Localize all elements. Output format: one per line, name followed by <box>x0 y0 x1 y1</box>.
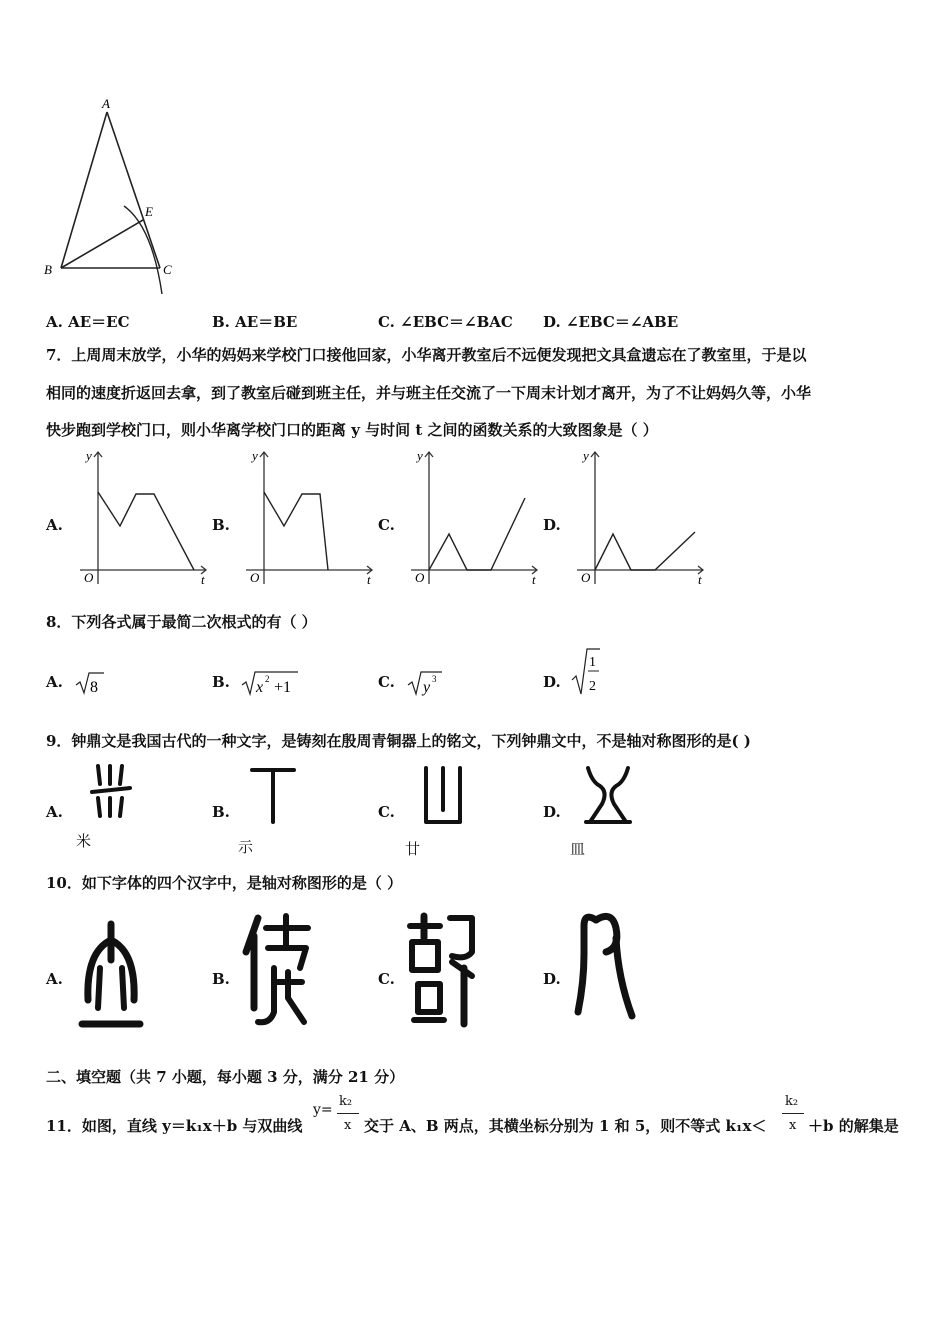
q7-option-b-label[interactable]: B. <box>212 516 230 534</box>
q8-c-base: y <box>423 679 431 696</box>
q7-graph-a-y: y <box>86 448 92 463</box>
label-a: A <box>102 96 110 111</box>
q8-option-d-expr[interactable] <box>570 646 610 698</box>
q8-a-radicand: 8 <box>90 679 98 696</box>
label-c: C <box>163 262 172 277</box>
q9-stem: 9．钟鼎文是我国古代的一种文字，是铸刻在殷周青铜器上的铭文，下列钟鼎文中，不是轴对称图形的是( ) <box>46 732 751 750</box>
section2-heading: 二、填空题（共 7 小题，每小题 3 分，满分 21 分） <box>46 1068 405 1086</box>
q7-graph-a[interactable] <box>70 446 210 591</box>
q9-caption-c: 廿 <box>405 840 421 858</box>
q8-c-exp: 3 <box>432 674 437 684</box>
q8-d-den: 2 <box>589 679 596 694</box>
q9-glyph-b[interactable] <box>248 764 298 824</box>
q10-option-d-label[interactable]: D. <box>543 970 561 988</box>
q7-option-a-label[interactable]: A. <box>46 516 63 534</box>
q7-option-d-label[interactable]: D. <box>543 516 561 534</box>
q7-graph-c-y: y <box>417 448 423 463</box>
q10-glyph-d[interactable] <box>572 908 642 1026</box>
q9-option-c-label[interactable]: C. <box>378 803 395 821</box>
label-e: E <box>145 204 153 219</box>
q6-option-b[interactable]: B. AE＝BE <box>212 313 298 331</box>
q7-graph-a-line <box>98 492 194 570</box>
q7-graph-d-line <box>595 532 695 570</box>
q10-option-b-label[interactable]: B. <box>212 970 230 988</box>
q11-frac1-prefix: y= <box>313 1102 333 1118</box>
q7-graph-b[interactable] <box>236 446 376 591</box>
q6-option-a[interactable]: A. AE＝EC <box>46 313 130 331</box>
q8-b-rest: +1 <box>274 679 292 696</box>
q7-graph-d-o: O <box>581 570 591 585</box>
q8-d-num: 1 <box>589 655 596 670</box>
q8-b-exp: 2 <box>265 674 270 684</box>
q7-graph-d-y: y <box>583 448 589 463</box>
q7-line-1: 7．上周周末放学，小华的妈妈来学校门口接他回家，小华离开教室后不远便发现把文具盒遗忘在了教室里，于是以 <box>46 346 807 364</box>
label-b: B <box>44 262 52 277</box>
q8-b-base: x <box>256 679 264 696</box>
q9-glyph-a[interactable] <box>86 762 136 822</box>
side-ac <box>107 112 160 268</box>
q9-option-d-label[interactable]: D. <box>543 803 561 821</box>
q8-option-a-expr[interactable] <box>74 668 114 698</box>
q10-glyph-c[interactable] <box>406 912 480 1032</box>
q7-graph-c[interactable] <box>401 446 541 591</box>
q8-option-b-expr[interactable] <box>240 666 310 698</box>
q9-glyph-c[interactable] <box>418 764 468 828</box>
q10-glyph-a[interactable] <box>76 920 146 1032</box>
q11-frac1-bar <box>337 1113 359 1114</box>
q11-part2: 交于 A、B 两点，其横坐标分别为 1 和 5，则不等式 k₁x＜ <box>364 1117 767 1135</box>
q8-option-b-label[interactable]: B. <box>212 673 230 691</box>
q8-option-c-expr[interactable] <box>406 666 456 698</box>
q10-stem: 10．如下字体的四个汉字中，是轴对称图形的是（ ） <box>46 874 403 892</box>
q9-glyph-d[interactable] <box>582 764 634 828</box>
q9-caption-d: 皿 <box>570 840 586 858</box>
q7-graph-c-o: O <box>415 570 425 585</box>
q7-graph-b-y: y <box>252 448 258 463</box>
q11-frac2-den: x <box>789 1118 797 1133</box>
q9-caption-a: 米 <box>76 832 92 850</box>
q6-option-c[interactable]: C. ∠EBC＝∠BAC <box>378 313 513 331</box>
q7-graph-a-t: t <box>201 572 205 587</box>
q7-line-2: 相同的速度折返回去拿，到了教室后碰到班主任，并与班主任交流了一下周末计划才离开，为了不让妈妈久等，小华 <box>46 384 812 402</box>
q7-option-c-label[interactable]: C. <box>378 516 395 534</box>
q9-caption-b: 示 <box>238 838 254 856</box>
q11-frac2-bar <box>782 1113 804 1114</box>
q10-option-c-label[interactable]: C. <box>378 970 395 988</box>
q7-graph-b-t: t <box>367 572 371 587</box>
q7-graph-a-o: O <box>84 570 94 585</box>
q10-glyph-b[interactable] <box>240 912 314 1032</box>
q7-graph-c-line <box>429 498 525 570</box>
q9-option-a-label[interactable]: A. <box>46 803 63 821</box>
q11-part3: ＋b 的解集是 <box>808 1117 899 1135</box>
q7-graph-d[interactable] <box>567 446 707 591</box>
q8-option-c-label[interactable]: C. <box>378 673 395 691</box>
q7-graph-c-t: t <box>532 572 536 587</box>
q9-option-b-label[interactable]: B. <box>212 803 230 821</box>
q11-frac2-num: k₂ <box>785 1094 799 1109</box>
q8-option-d-label[interactable]: D. <box>543 673 561 691</box>
q7-line-3: 快步跑到学校门口，则小华离学校门口的距离 y 与时间 t 之间的函数关系的大致图象是（ ） <box>46 421 658 439</box>
q11-frac1-num: k₂ <box>339 1094 353 1109</box>
q8-option-a-label[interactable]: A. <box>46 673 63 691</box>
triangle-figure <box>40 94 190 299</box>
q6-option-d[interactable]: D. ∠EBC＝∠ABE <box>543 313 679 331</box>
q7-graph-b-line <box>264 492 328 570</box>
q7-graph-d-t: t <box>698 572 702 587</box>
q8-stem: 8．下列各式属于最简二次根式的有（ ） <box>46 613 317 631</box>
q11-frac1-den: x <box>344 1118 352 1133</box>
q10-option-a-label[interactable]: A. <box>46 970 63 988</box>
q7-graph-b-o: O <box>250 570 260 585</box>
q11-part1: 11．如图，直线 y＝k₁x＋b 与双曲线 <box>46 1117 303 1135</box>
